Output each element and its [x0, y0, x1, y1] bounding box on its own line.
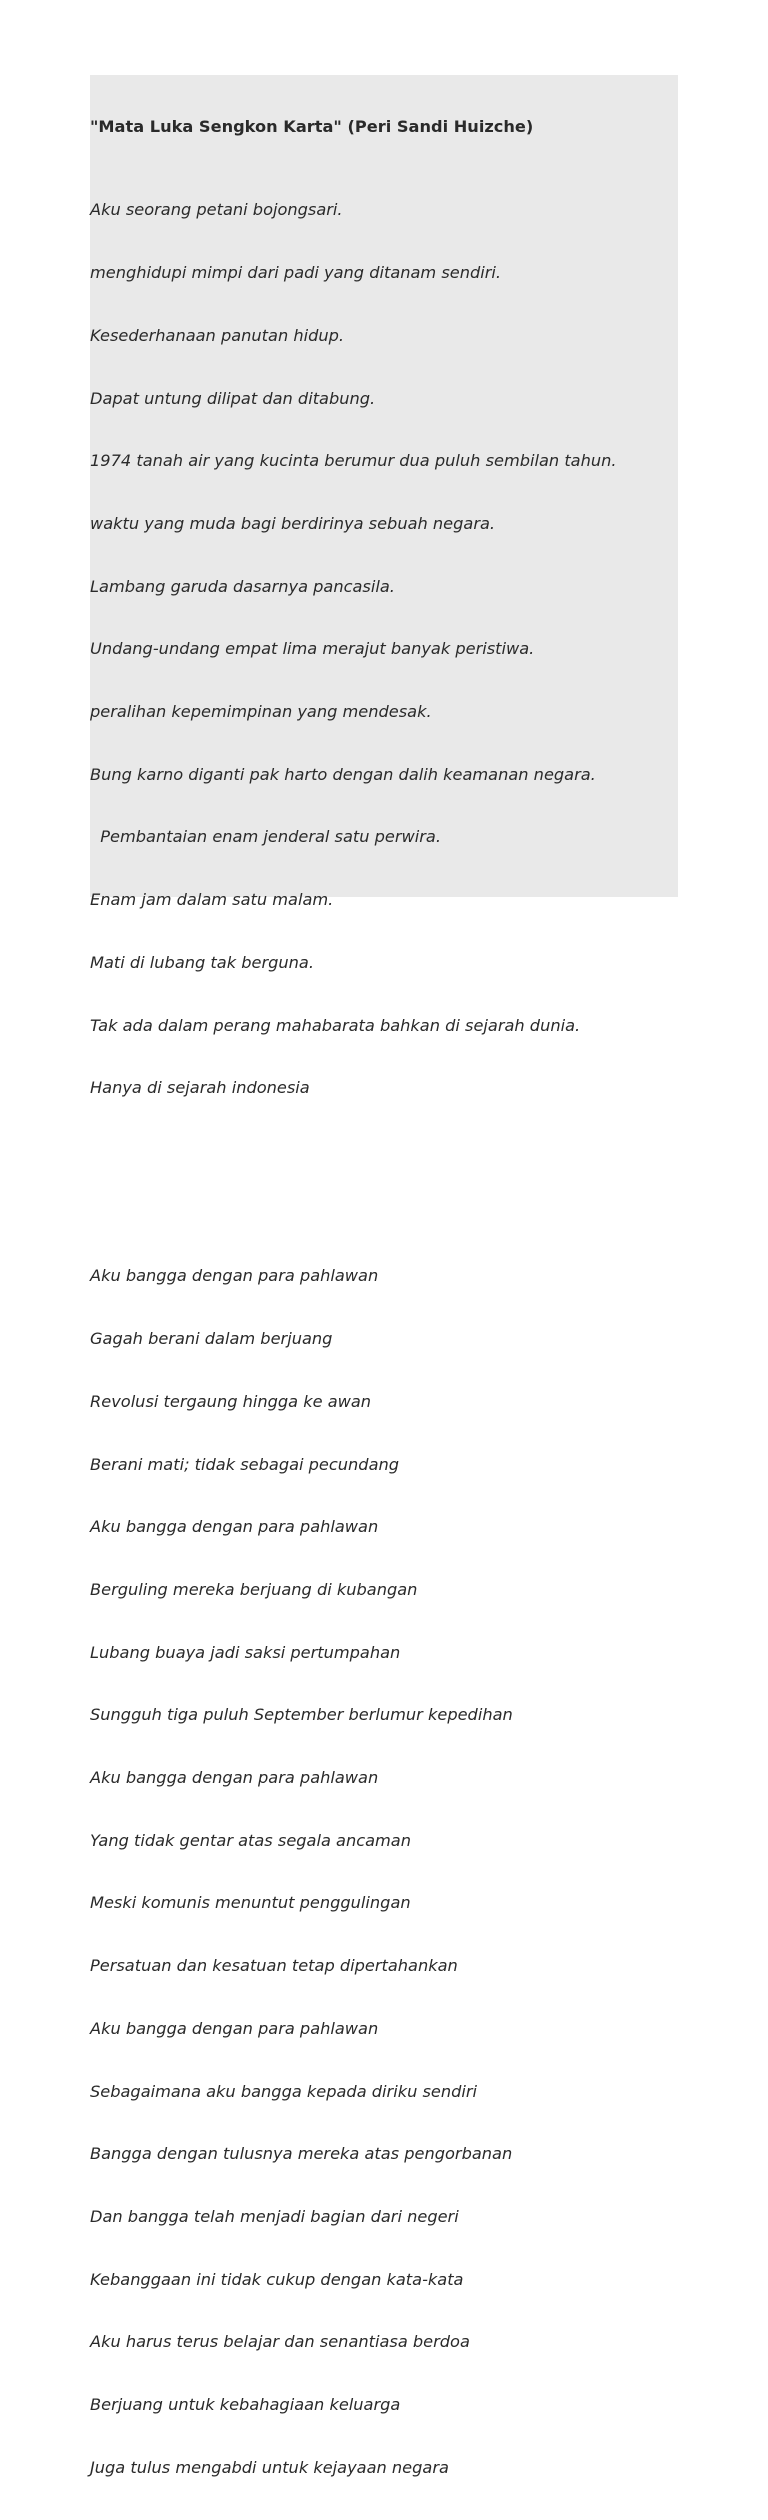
stanza2-line: Dan bangga telah menjadi bagian dari negeri — [90, 2206, 459, 2226]
stanza2-line: Aku bangga dengan para pahlawan — [90, 1768, 379, 1788]
stanza2-line: Revolusi tergaung hingga ke awan — [90, 1391, 372, 1411]
stanza2-line: Bangga dengan tulusnya mereka atas pengorbanan — [90, 2144, 513, 2164]
stanza2-line: Aku bangga dengan para pahlawan — [90, 1266, 379, 1286]
stanza2-line: Persatuan dan kesatuan tetap dipertahankan — [90, 1956, 458, 1976]
stanza1-line: Aku seorang petani bojongsari. — [90, 200, 343, 220]
stanza1-line: Dapat untung dilipat dan ditabung. — [90, 388, 376, 408]
stanza2-line: Sungguh tiga puluh September berlumur kepedihan — [90, 1705, 513, 1725]
stanza1-line: 1974 tanah air yang kucinta berumur dua puluh sembilan tahun. — [90, 451, 617, 471]
stanza2-line: Juga tulus mengabdi untuk kejayaan negara — [90, 2457, 449, 2477]
stanza1-line: Kesederhanaan panutan hidup. — [90, 325, 345, 345]
stanza1-line: Undang-undang empat lima merajut banyak peristiwa. — [90, 639, 535, 659]
stanza2-line: Kebanggaan ini tidak cukup dengan kata-kata — [90, 2269, 464, 2289]
stanza1-line: Hanya di sejarah indonesia — [90, 1078, 310, 1098]
stanza1-line: peralihan kepemimpinan yang mendesak. — [90, 702, 432, 722]
stanza2-line: Meski komunis menuntut penggulingan — [90, 1893, 411, 1913]
stanza-gap — [90, 1162, 678, 1204]
stanza2-line: Aku bangga dengan para pahlawan — [90, 2018, 379, 2038]
stanza1-line: waktu yang muda bagi berdirinya sebuah negara. — [90, 513, 496, 533]
stanza2-line: Sebagaimana aku bangga kepada diriku sendiri — [90, 2081, 478, 2101]
poem-text — [90, 75, 678, 2520]
poem-block — [90, 75, 678, 2477]
stanza1-line: Bung karno diganti pak harto dengan dalih keamanan negara. — [90, 764, 596, 784]
stanza1-line: Tak ada dalam perang mahabarata bahkan di sejarah dunia. — [90, 1015, 581, 1035]
stanza2-line: Gagah berani dalam berjuang — [90, 1329, 333, 1349]
stanza1-line: menghidupi mimpi dari padi yang ditanam sendiri. — [90, 263, 502, 283]
stanza1-line: Enam jam dalam satu malam. — [90, 890, 334, 910]
stanza2-line: Berjuang untuk kebahagiaan keluarga — [90, 2395, 401, 2415]
stanza1-line: Mati di lubang tak berguna. — [90, 952, 314, 972]
stanza2-line: Aku harus terus belajar dan senantiasa berdoa — [90, 2332, 470, 2352]
stanza2-line: Berani mati; tidak sebagai pecundang — [90, 1454, 400, 1474]
stanza1-line: Pembantaian enam jenderal satu perwira. — [90, 827, 441, 847]
stanza1-line: Lambang garuda dasarnya pancasila. — [90, 576, 395, 596]
stanza2-line: Berguling mereka berjuang di kubangan — [90, 1579, 418, 1599]
stanza2-line: Lubang buaya jadi saksi pertumpahan — [90, 1642, 401, 1662]
stanza2-line: Aku bangga dengan para pahlawan — [90, 1517, 379, 1537]
poem-title: "Mata Luka Sengkon Karta" (Peri Sandi Huizche) — [90, 116, 534, 136]
stanza2-line: Yang tidak gentar atas segala ancaman — [90, 1830, 411, 1850]
